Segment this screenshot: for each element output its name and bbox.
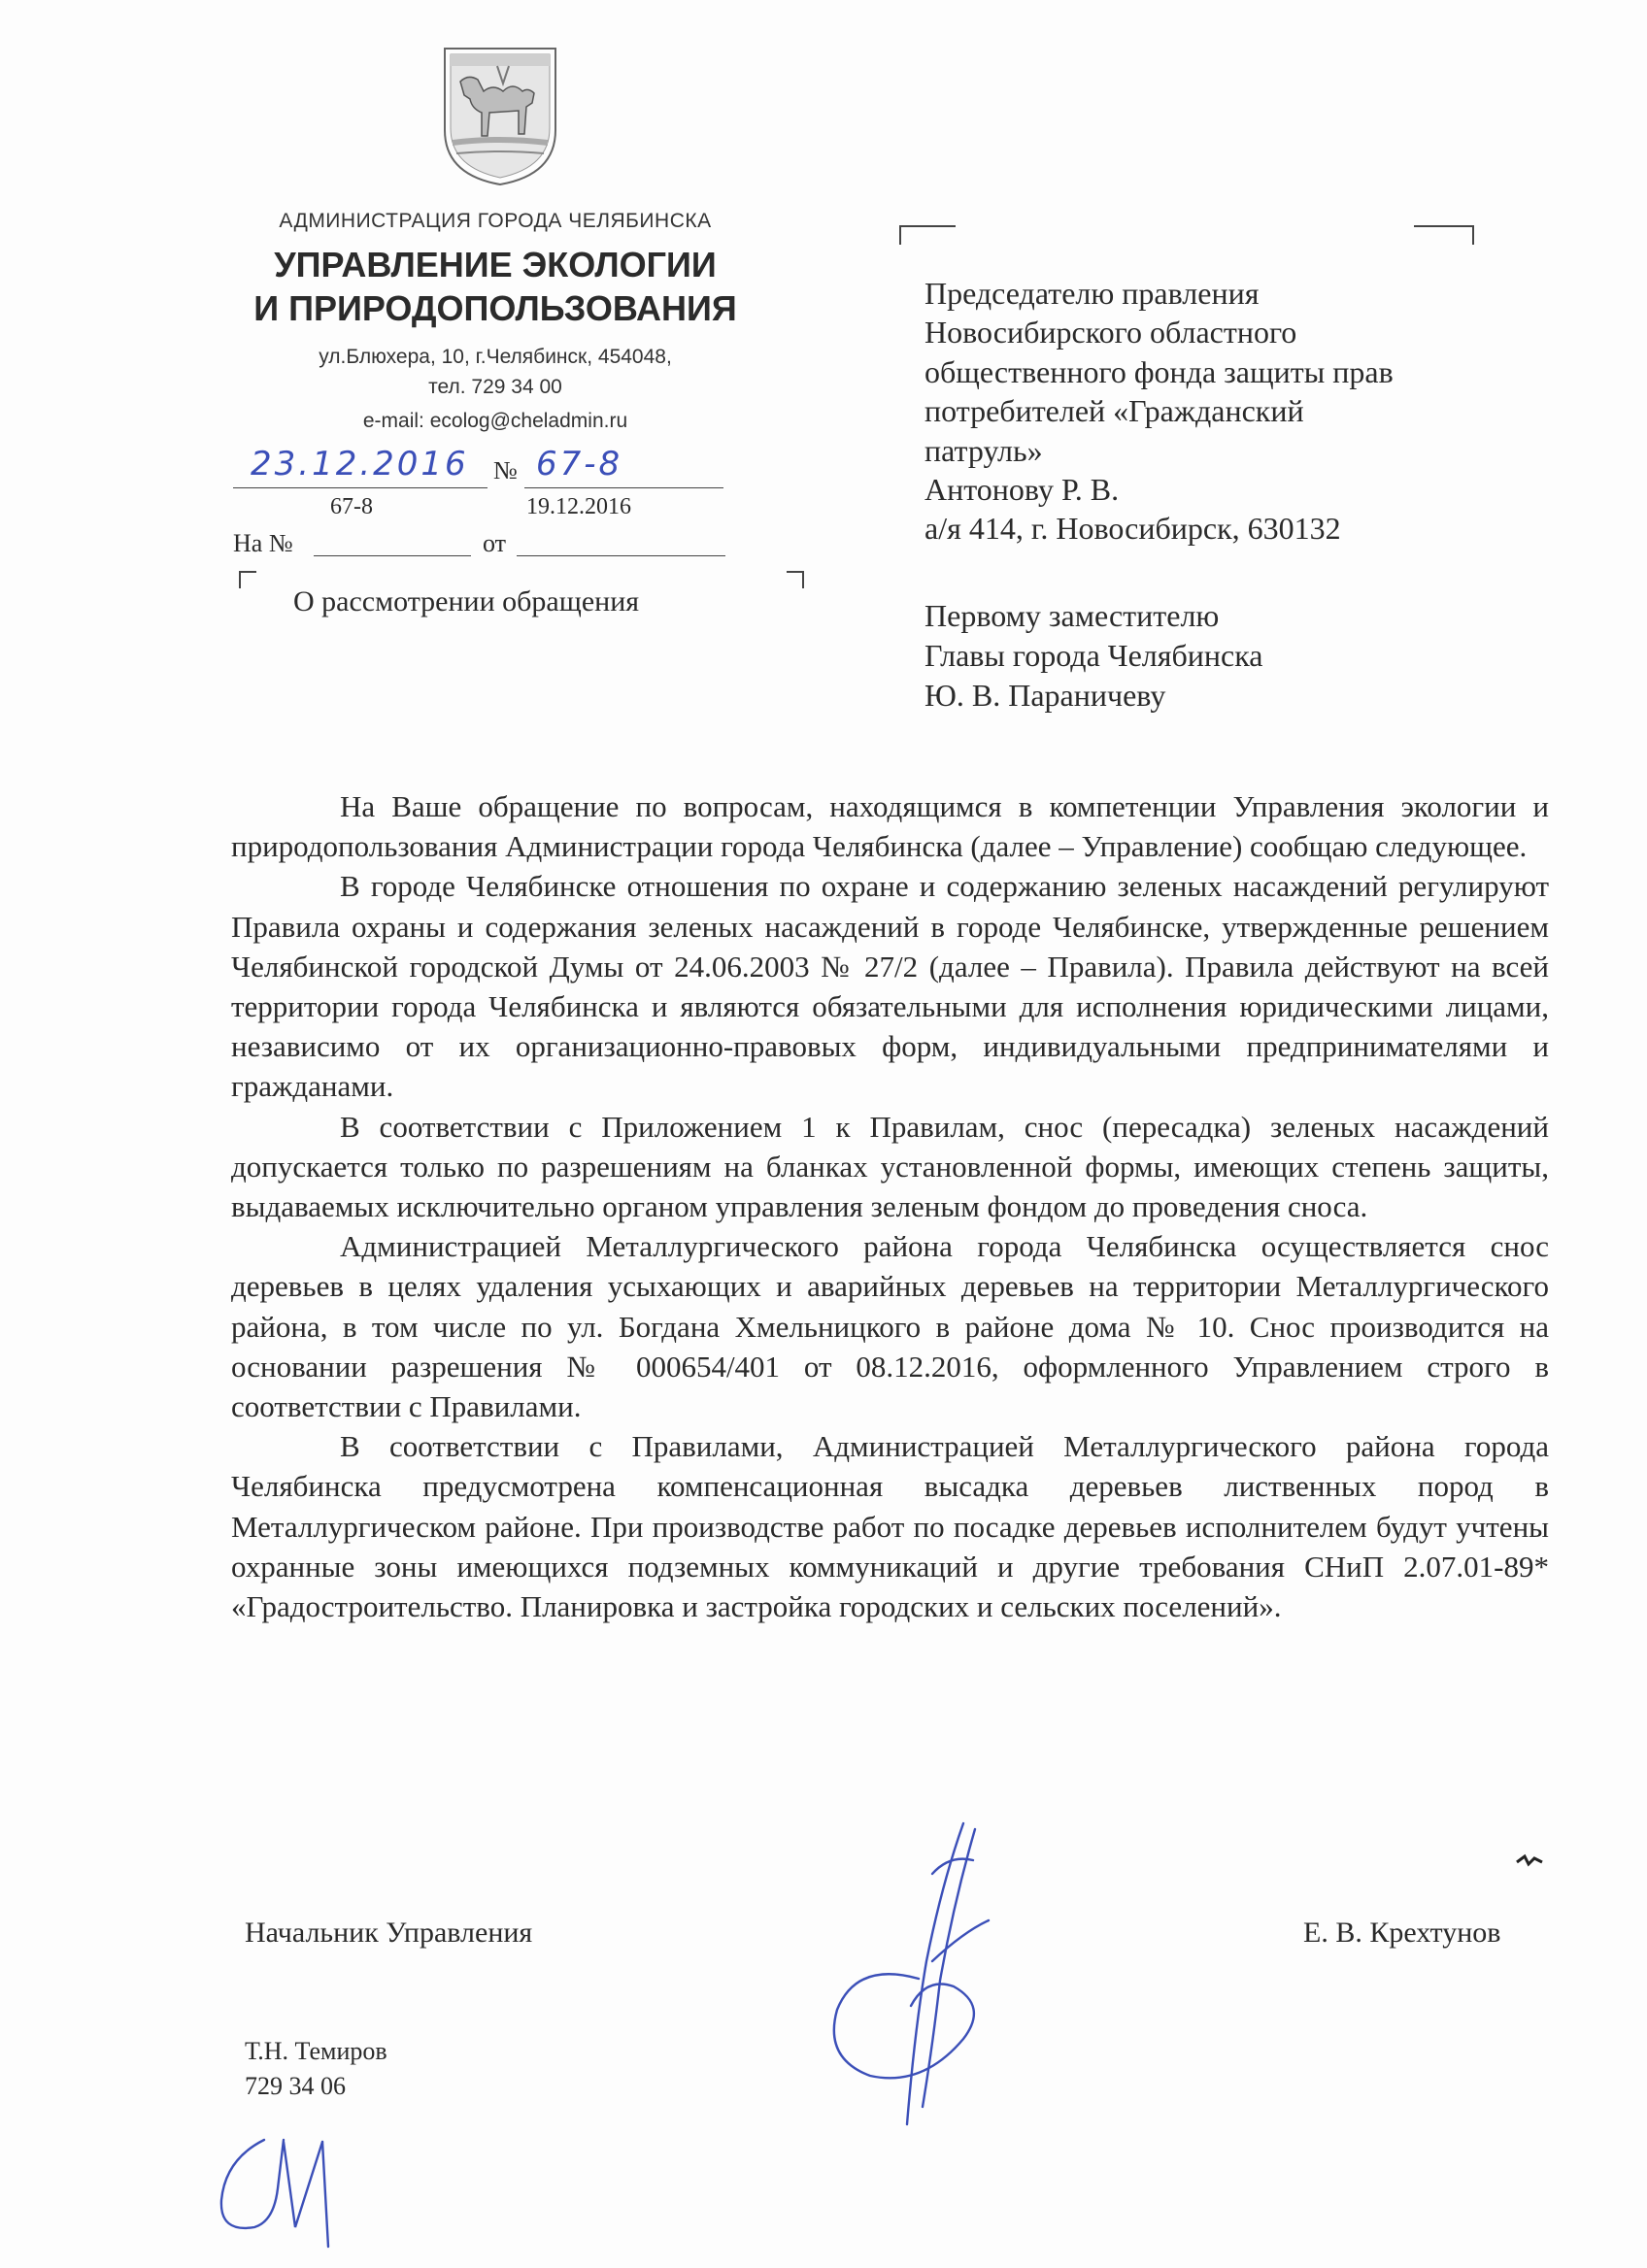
recipient-corner-left bbox=[899, 225, 956, 245]
executor-name: Т.Н. Темиров bbox=[245, 2037, 387, 2065]
org-phone: тел. 729 34 00 bbox=[428, 376, 562, 398]
body-paragraph: В соответствии с Приложением 1 к Правилам, снос (пересадка) зеленых насаждений допускается только по разрешениям на бланках установленной формы, имеющих степень защиты, выдаваемых исключительно органом управления зеленым фондом до проведения сноса. bbox=[231, 1109, 1549, 1224]
sub-number: 67-8 bbox=[330, 494, 373, 519]
recipient-line: патруль» bbox=[924, 432, 1043, 468]
recipient-line: потребителей «Гражданский bbox=[924, 393, 1304, 429]
subject-corner-right bbox=[787, 571, 804, 588]
recipient-line: а/я 414, г. Новосибирск, 630132 bbox=[924, 511, 1341, 547]
org-admin-name: АДМИНИСТРАЦИЯ ГОРОДА ЧЕЛЯБИНСКА bbox=[279, 210, 712, 232]
org-address: ул.Блюхера, 10, г.Челябинск, 454048, bbox=[319, 346, 672, 368]
body-paragraph: В городе Челябинске отношения по охране и содержанию зеленых насаждений регулируют Правила охраны и содержания зеленых насаждений в городе Челябинске, утвержденные решением Челябинской городской Думы от 24.06.2003 № 27/2 (далее – Правила). Правила действуют на всей территории города Челябинска и являются обязательными для исполнения юридическими лицами, независимо от их организационно-правовых форм, индивидуальными предпринимателями и гражданами. bbox=[231, 869, 1549, 1104]
recipient-line: общественного фонда защиты прав bbox=[924, 353, 1394, 389]
recipient-line: Антонову Р. В. bbox=[924, 472, 1120, 508]
signatory-position: Начальник Управления bbox=[245, 1917, 533, 1949]
body-paragraph: В соответствии с Правилами, Администрацией Металлургического района города Челябинска предусмотрена компенсационная высадка деревьев лиственных пород в Металлургическом районе. При производстве работ по посадке деревьев исполнителем будут учтены охранные зоны имеющихся подземных коммуникаций и другие требования СНиП 2.07.01-89* «Градостроительство. Планировка и застройка городских и сельских поселений». bbox=[231, 1429, 1549, 1624]
org-department-line-2: И ПРИРОДОПОЛЬЗОВАНИЯ bbox=[253, 288, 737, 328]
sub-date: 19.12.2016 bbox=[526, 494, 631, 519]
letter-body bbox=[231, 786, 1549, 1626]
recipient-block-secondary bbox=[924, 596, 1262, 716]
executor-phone: 729 34 06 bbox=[245, 2072, 346, 2100]
reference-from-label: от bbox=[483, 529, 507, 557]
reference-number-line bbox=[314, 555, 471, 556]
date-underline bbox=[233, 487, 487, 488]
recipient-line: Ю. В. Параничеву bbox=[924, 678, 1166, 713]
registration-date-handwritten: 23.12.2016 bbox=[251, 445, 469, 484]
reference-label: На № bbox=[233, 529, 293, 557]
recipient-line: Председателю правления bbox=[924, 276, 1260, 311]
recipient-line: Новосибирского областного bbox=[924, 315, 1297, 350]
handwritten-signature bbox=[818, 1816, 992, 2136]
registration-number-handwritten: 67-8 bbox=[536, 445, 623, 484]
body-paragraph: На Ваше обращение по вопросам, находящимся в компетенции Управления экологии и природопользования Администрации города Челябинска (далее – Управление) сообщаю следующее. bbox=[231, 789, 1549, 864]
subject-corner-left bbox=[239, 571, 256, 588]
signatory-name: Е. В. Крехтунов bbox=[1303, 1917, 1501, 1949]
coat-of-arms-icon bbox=[439, 41, 561, 188]
body-paragraph: Администрацией Металлургического района города Челябинска осуществляется снос деревьев в целях удаления усыхающих и аварийных деревьев на территории Металлургического района, в том числе по ул. Богдана Хмельницкого в районе дома № 10. Снос производится на основании разрешения № 000654/401 от 08.12.2016, оформленного Управлением строго в соответствии с Правилами. bbox=[231, 1229, 1549, 1424]
recipient-line: Главы города Челябинска bbox=[924, 638, 1263, 673]
reference-date-line bbox=[517, 555, 725, 556]
ink-mark bbox=[1515, 1852, 1544, 1868]
org-email: e-mail: ecolog@cheladmin.ru bbox=[362, 410, 628, 432]
number-underline bbox=[524, 487, 723, 488]
recipient-block-primary bbox=[924, 274, 1394, 549]
org-department-line-1: УПРАВЛЕНИЕ ЭКОЛОГИИ bbox=[274, 245, 717, 284]
recipient-corner-right bbox=[1414, 225, 1474, 245]
letter-subject: О рассмотрении обращения bbox=[293, 585, 640, 617]
handwritten-initials bbox=[206, 2120, 400, 2252]
registration-number-mark: № bbox=[493, 456, 518, 484]
recipient-line: Первому заместителю bbox=[924, 598, 1220, 633]
